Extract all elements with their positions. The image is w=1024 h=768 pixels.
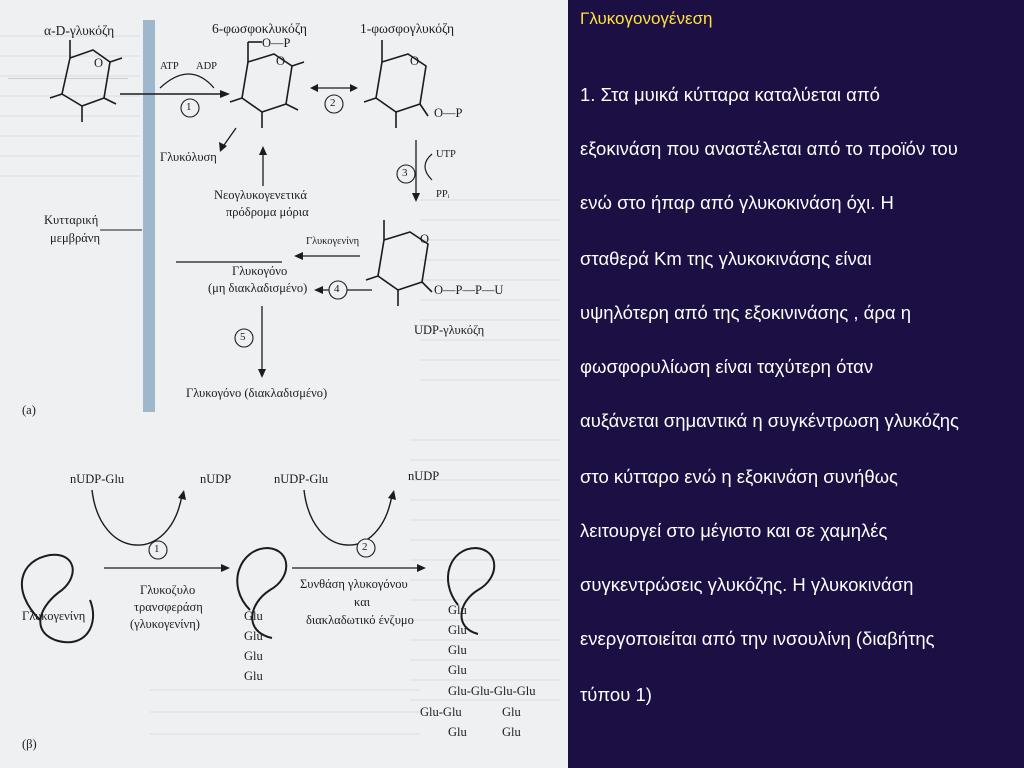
- glycogen-linear-label-1: Γλυκογόνο: [232, 264, 288, 278]
- glycogenin-label-b: Γλυκογενίνη: [22, 609, 86, 623]
- step-5-a: 5: [240, 331, 246, 343]
- cell-membrane-bar: [143, 20, 155, 412]
- body-line-12: τύπου 1): [580, 684, 652, 705]
- enzyme1-label-3: (γλυκογενίνη): [130, 617, 200, 631]
- g1p-o: O: [410, 54, 420, 68]
- membrane-label-2: μεμβράνη: [50, 231, 100, 245]
- glucose-o: O: [94, 56, 104, 70]
- body-line-8: στο κύτταρο ενώ η εξοκινάση συνήθως: [580, 466, 898, 487]
- glu-a2: Glu: [244, 629, 263, 643]
- ppi-label: PPᵢ: [436, 189, 450, 200]
- glu-a4: Glu: [244, 669, 263, 683]
- enzyme2-label-3: διακλαδωτικό ένζυμο: [306, 613, 414, 627]
- body-line-7: αυξάνεται σημαντικά η συγκέντρωση γλυκόζης: [580, 410, 959, 431]
- step-2-a: 2: [330, 97, 336, 109]
- glu-b5: Glu: [502, 705, 521, 719]
- figure-b-label: (β): [22, 737, 37, 751]
- glu-b1: Glu: [448, 603, 467, 617]
- glucose-ring: [50, 40, 122, 122]
- step-2-b: 2: [362, 541, 368, 553]
- precursors-label-1: Νεογλυκογενετικά: [214, 188, 307, 202]
- step-3-a: 3: [402, 167, 408, 179]
- glu-b2: Glu: [448, 623, 467, 637]
- glycogenin-label-a: Γλυκογενίνη: [306, 236, 360, 247]
- glu-b3: Glu: [448, 643, 467, 657]
- atp-label: ATP: [160, 61, 179, 72]
- nudp-glu-label-1: nUDP-Glu: [70, 472, 125, 486]
- body-line-2: εξοκινάση που αναστέλεται από το προϊόν του: [580, 138, 958, 159]
- utp-label: UTP: [436, 149, 456, 160]
- enzyme1-label-1: Γλυκοζυλο: [140, 583, 196, 597]
- nudp-glu-label-2: nUDP-Glu: [274, 472, 329, 486]
- membrane-label-1: Κυτταρική: [44, 213, 99, 227]
- precursors-label-2: πρόδρομα μόρια: [226, 205, 309, 219]
- body-line-5: υψηλότερη από της εξοκινινάσης , άρα η: [580, 302, 912, 323]
- nudp-label-1: nUDP: [200, 472, 232, 486]
- glu-b4: Glu: [448, 663, 467, 677]
- glucose-label: α-D-γλυκόζη: [44, 23, 115, 38]
- slide-title: Γλυκογονογένεση: [580, 9, 713, 28]
- body-line-4: σταθερά Km της γλυκοκινάσης είναι: [580, 248, 872, 269]
- glu-a3: Glu: [244, 649, 263, 663]
- enzyme1-label-2: τρανσφεράση: [134, 600, 203, 614]
- g6p-ring: [230, 42, 304, 128]
- glycogen-branched-label: Γλυκογόνο (διακλαδισμένο): [186, 386, 328, 400]
- body-line-9: λειτουργεί στο μέγιστο και σε χαμηλές: [580, 520, 888, 541]
- g6p-o-p: O—P: [262, 36, 291, 50]
- body-line-6: φωσφορυλίωση είναι ταχύτερη όταν: [580, 356, 874, 377]
- slide-text-panel: [568, 0, 1024, 768]
- glu-branch: Glu-Glu: [420, 705, 462, 719]
- udp-glucose-label: UDP-γλυκόζη: [414, 323, 485, 337]
- glu-b6: Glu: [448, 725, 467, 739]
- enzyme2-label-2: και: [354, 595, 371, 609]
- glu-b7: Glu: [502, 725, 521, 739]
- glycogen-linear-label-2: (μη διακλαδισμένο): [208, 281, 308, 295]
- g6p-o: O: [276, 54, 286, 68]
- body-line-10: συγκεντρώσεις γλυκόζης. Η γλυκοκινάση: [580, 574, 914, 595]
- glu-a1: Glu: [244, 609, 263, 623]
- body-line-11: ενεργοποιείται από την ινσουλίνη (διαβήτης: [580, 628, 935, 649]
- step-1-b: 1: [154, 543, 160, 555]
- g1p-o-p: O—P: [434, 106, 463, 120]
- adp-label: ADP: [196, 61, 218, 72]
- body-line-1: 1. Στα μυικά κύτταρα καταλύεται από: [580, 84, 880, 105]
- glu-chain: Glu-Glu-Glu-Glu: [448, 684, 536, 698]
- g1p-label: 1-φωσφογλυκόζη: [360, 21, 455, 36]
- step-4-a: 4: [334, 283, 340, 295]
- g6p-label: 6-φωσφοκλυκόζη: [212, 21, 307, 36]
- nudp-label-2: nUDP: [408, 469, 440, 483]
- figure-a-label: (a): [22, 403, 36, 417]
- udpg-o-ppu: O—P—P—U: [434, 283, 504, 297]
- step-1-a: 1: [186, 101, 192, 113]
- udpg-o: O: [420, 232, 430, 246]
- body-line-3: ενώ στο ήπαρ από γλυκοκινάση όχι. Η: [580, 192, 894, 213]
- enzyme2-label-1: Συνθάση γλυκογόνου: [300, 577, 408, 591]
- glycolysis-label: Γλυκόλυση: [160, 150, 217, 164]
